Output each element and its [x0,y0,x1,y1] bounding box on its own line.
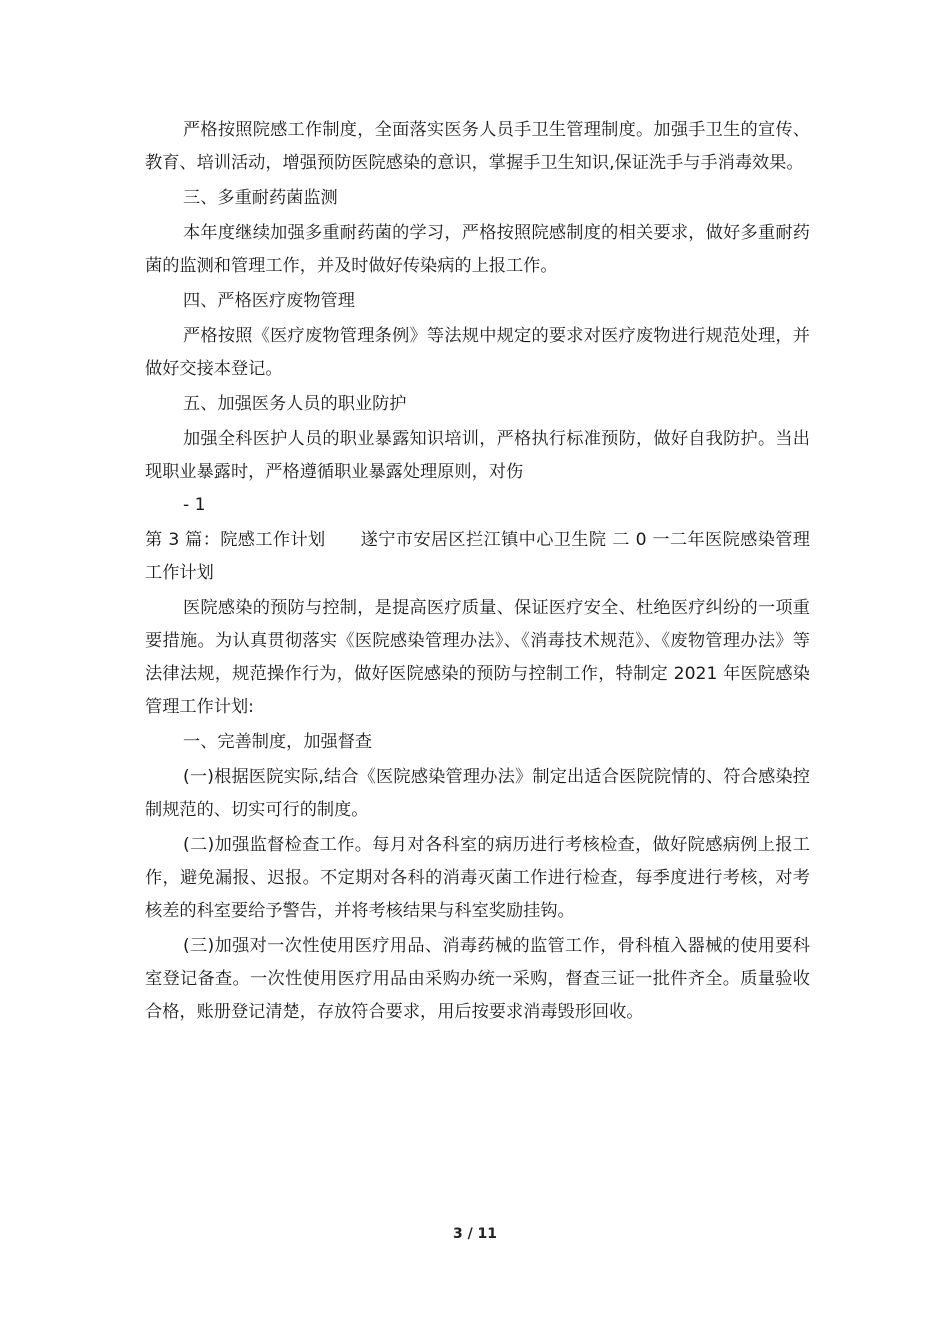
heading-section-1: 一、完善制度，加强督查 [183,732,373,752]
paragraph-medical-waste: 严格按照《医疗废物管理条例》等法规中规定的要求对医疗废物进行规范处理，并做好交接本登记。 [145,326,810,379]
heading-section-5: 五、加强医务人员的职业防护 [183,394,407,414]
chapter-title: 第 3 篇：院感工作计划 遂宁市安居区拦江镇中心卫生院 二 0 一二年医院感染管理工作计划 [145,530,810,583]
paragraph-item-2: (二)加强监督检查工作。每月对各科室的病历进行考核检查，做好院感病例上报工作，避免漏报、迟报。不定期对各科的消毒灭菌工作进行检查，每季度进行考核，对考核差的科室要给予警告，并将考核结果与科室奖励挂钩。 [145,835,810,921]
paragraph-item-1: (一)根据医院实际,结合《医院感染管理办法》制定出适合医院院情的、符合感染控制规范的、切实可行的制度。 [145,767,810,820]
page-number: 3 / 11 [452,1226,498,1242]
paragraph-hand-hygiene: 严格按照院感工作制度，全面落实医务人员手卫生管理制度。加强手卫生的宣传、教育、培训活动，增强预防医院感染的意识，掌握手卫生知识,保证洗手与手消毒效果。 [145,120,810,173]
paragraph-occupational-protection: 加强全科医护人员的职业暴露知识培训，严格执行标准预防，做好自我防护。当出现职业暴露时，严格遵循职业暴露处理原则，对伤 [145,429,810,482]
heading-section-3: 三、多重耐药菌监测 [183,188,338,208]
paragraph-intro: 医院感染的预防与控制，是提高医疗质量、保证医疗安全、杜绝医疗纠纷的一项重要措施。为认真贯彻落实《医院感染管理办法》、《消毒技术规范》、《废物管理办法》等法律法规，规范操作行为，做好医院感染的预防与控制工作，特制定 2021 年医院感染管理工作计划: [145,598,810,717]
paragraph-item-3: (三)加强对一次性使用医疗用品、消毒药械的监管工作，骨科植入器械的使用要科室登记备查。一次性使用医疗用品由采购办统一采购，督查三证一批件齐全。质量验收合格，账册登记清楚，存放符合要求，用后按要求消毒毁形回收。 [145,936,810,1022]
paragraph-mdro-monitoring: 本年度继续加强多重耐药菌的学习，严格按照院感制度的相关要求，做好多重耐药菌的监测和管理工作，并及时做好传染病的上报工作。 [145,223,810,276]
document-body [145,114,810,1029]
heading-section-4: 四、严格医疗废物管理 [183,291,355,311]
page-marker: - 1 [183,495,206,515]
